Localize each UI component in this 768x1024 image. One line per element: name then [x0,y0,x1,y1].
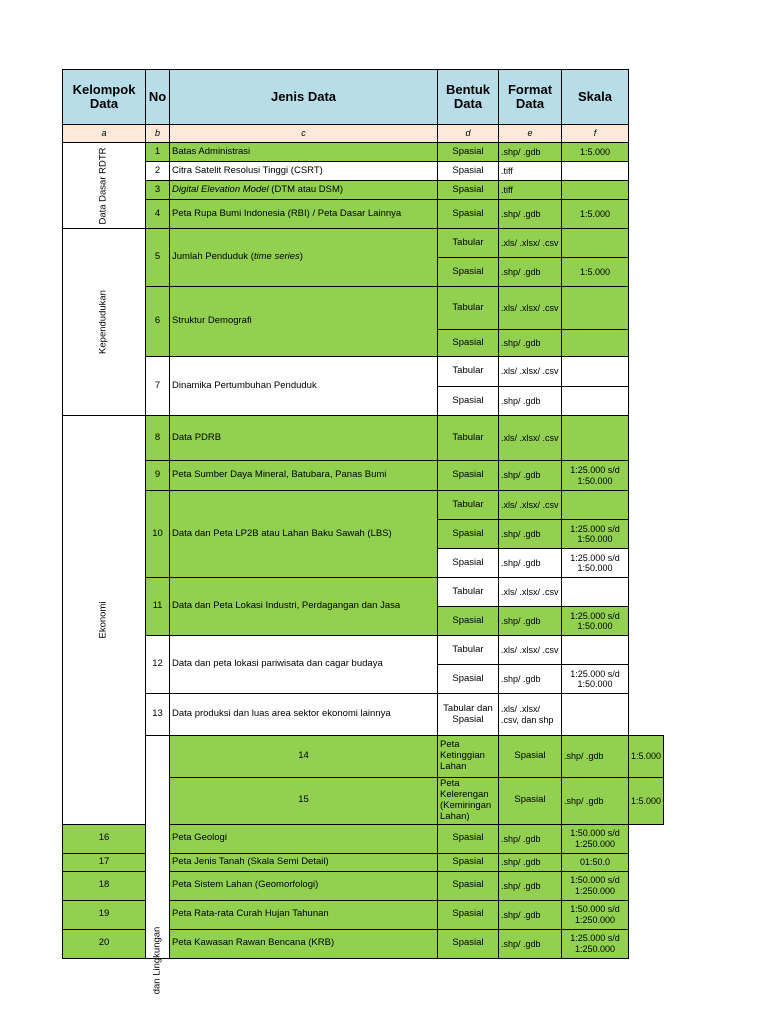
bentuk-data: Spasial [438,549,499,578]
format-data: .shp/ .gdb [562,736,629,778]
group-label: Ekonomi [97,601,109,639]
table-row [63,357,664,387]
bentuk-data: Spasial [438,824,499,853]
format-data: .shp/ .gdb [499,607,562,636]
table-row [63,416,664,461]
row-number: 3 [146,181,170,200]
format-data: .shp/ .gdb [499,200,562,229]
group-label: Kependudukan [97,290,109,354]
jenis-data: Struktur Demografi [170,287,438,357]
bentuk-data: Tabular [438,416,499,461]
skala: 1:50.000 s/d 1:250.000 [562,900,629,929]
bentuk-data: Tabular [438,491,499,520]
row-number: 9 [146,461,170,491]
format-data: .xls/ .xlsx/ .csv [499,578,562,607]
bentuk-data: Spasial [499,778,562,825]
skala [562,694,629,736]
jenis-data: Peta Kawasan Rawan Bencana (KRB) [170,929,438,958]
bentuk-data: Spasial [438,200,499,229]
row-number: 8 [146,416,170,461]
skala: 1:25.000 s/d 1:50.000 [562,665,629,694]
bentuk-data: Spasial [438,162,499,181]
jenis-data: Peta Geologi [170,824,438,853]
jenis-data-italic: Digital Elevation Model [172,183,269,195]
jenis-data: Peta Sistem Lahan (Geomorfologi) [170,871,438,900]
skala [562,491,629,520]
jenis-data: Peta Kelerengan (Kemiringan Lahan) [438,778,499,825]
row-number: 11 [146,578,170,636]
bentuk-data: Spasial [438,258,499,287]
header-bentuk: Bentuk Data [438,70,499,125]
bentuk-data: Spasial [438,853,499,871]
format-data: .xls/ .xlsx/ .csv [499,416,562,461]
row-number: 1 [146,143,170,162]
bentuk-data: Spasial [438,607,499,636]
format-data: .shp/ .gdb [499,461,562,491]
jenis-data-post: ) [299,251,303,263]
format-data: .shp/ .gdb [499,900,562,929]
header-jenis: Jenis Data [170,70,438,125]
format-data: .xls/ .xlsx/ .csv [499,229,562,258]
row-number: 14 [170,736,438,778]
table-row [63,461,664,491]
group-label: Data Dasar RDTR [97,146,109,225]
group-cell-ekonomi [63,416,146,825]
bentuk-data: Tabular [438,636,499,665]
bentuk-data: Spasial [438,900,499,929]
skala: 1:50.000 s/d 1:250.000 [562,871,629,900]
jenis-data: Data PDRB [170,416,438,461]
table-row [63,162,664,181]
row-number: 13 [146,694,170,736]
skala: 1:25.000 s/d 1:50.000 [562,461,629,491]
bentuk-data: Tabular [438,578,499,607]
jenis-data-italic: time series [253,251,300,263]
bentuk-data: Spasial [438,461,499,491]
row-number: 16 [63,824,146,853]
jenis-data: Peta Sumber Daya Mineral, Batubara, Panas Bumi [170,461,438,491]
format-data: .shp/ .gdb [562,778,629,825]
format-data: .xls/ .xlsx/ .csv [499,357,562,387]
data-table [62,69,664,995]
row-number: 12 [146,636,170,694]
letter-b: b [146,125,170,143]
row-number: 7 [146,357,170,416]
bentuk-data: Tabular [438,357,499,387]
skala [562,636,629,665]
jenis-data: Data dan Peta Lokasi Industri, Perdagangan dan Jasa [170,578,438,636]
table-row [63,229,664,258]
bentuk-data: Spasial [438,520,499,549]
jenis-data: Peta Jenis Tanah (Skala Semi Detail) [170,853,438,871]
bentuk-data: Spasial [438,665,499,694]
header-format: Format Data [499,70,562,125]
skala: 1:50.000 s/d 1:250.000 [562,824,629,853]
skala: 1:25.000 s/d 1:250.000 [562,929,629,958]
format-data: .shp/ .gdb [499,929,562,958]
bentuk-data: Tabular [438,229,499,258]
letter-e: e [499,125,562,143]
letter-c: c [170,125,438,143]
bentuk-data: Tabular dan Spasial [438,694,499,736]
format-data: .shp/ .gdb [499,853,562,871]
table-row [63,143,664,162]
table-row [63,491,664,520]
jenis-data-rest: (DTM atau DSM) [268,183,344,195]
skala [562,287,629,330]
skala: 1:25.000 s/d 1:50.000 [562,520,629,549]
skala: 01:50.0 [562,853,629,871]
jenis-data: Peta Ketinggian Lahan [438,736,499,778]
jenis-data: Data dan peta lokasi pariwisata dan cagar budaya [170,636,438,694]
header-no: No [146,70,170,125]
format-data: .shp/ .gdb [499,143,562,162]
skala [562,357,629,387]
row-number: 6 [146,287,170,357]
table-row [63,736,664,778]
jenis-data: Data produksi dan luas area sektor ekonomi lainnya [170,694,438,736]
group-cell-lingkungan [146,736,170,995]
table-row [63,636,664,665]
column-letter-row [63,125,664,143]
jenis-data: Batas Administrasi [170,143,438,162]
skala [562,416,629,461]
letter-d: d [438,125,499,143]
jenis-data [170,229,438,287]
table-row [63,287,664,330]
letter-f: f [562,125,629,143]
table-row [63,181,664,200]
jenis-data: Data dan Peta LP2B atau Lahan Baku Sawah (LBS) [170,491,438,578]
row-number: 4 [146,200,170,229]
row-number: 17 [63,853,146,871]
row-number: 18 [63,871,146,900]
format-data: .shp/ .gdb [499,387,562,416]
jenis-data-pre: Jumlah Penduduk ( [172,251,254,263]
bentuk-data: Tabular [438,287,499,330]
row-number: 20 [63,929,146,958]
format-data: .shp/ .gdb [499,258,562,287]
skala: 1:5.000 [629,736,664,778]
jenis-data: Peta Rupa Bumi Indonesia (RBI) / Peta Dasar Lainnya [170,200,438,229]
format-data: .xls/ .xlsx/ .csv [499,287,562,330]
bentuk-data: Spasial [438,181,499,200]
skala: 1:25.000 s/d 1:50.000 [562,549,629,578]
jenis-data: Dinamika Pertumbuhan Penduduk [170,357,438,416]
bentuk-data: Spasial [499,736,562,778]
skala [562,181,629,200]
row-number: 5 [146,229,170,287]
row-number: 15 [170,778,438,825]
jenis-data: Citra Satelit Resolusi Tinggi (CSRT) [170,162,438,181]
skala: 1:5.000 [629,778,664,825]
row-number: 19 [63,900,146,929]
format-data: .tiff [499,162,562,181]
format-data: .shp/ .gdb [499,330,562,357]
header-kelompok: Kelompok Data [63,70,146,125]
header-skala: Skala [562,70,629,125]
group-cell-data-dasar [63,143,146,229]
format-data: .shp/ .gdb [499,824,562,853]
jenis-data [170,181,438,200]
skala: 1:5.000 [562,200,629,229]
skala: 1:25.000 s/d 1:50.000 [562,607,629,636]
skala [562,387,629,416]
format-data: .shp/ .gdb [499,520,562,549]
row-number: 10 [146,491,170,578]
skala [562,578,629,607]
skala [562,229,629,258]
skala: 1:5.000 [562,143,629,162]
skala: 1:5.000 [562,258,629,287]
bentuk-data: Spasial [438,330,499,357]
bentuk-data: Spasial [438,929,499,958]
table-row [63,694,664,736]
table-row [63,200,664,229]
group-label: dan Lingkungan [151,926,163,995]
format-data: .shp/ .gdb [499,871,562,900]
row-number: 2 [146,162,170,181]
format-data: .xls/ .xlsx/ .csv [499,491,562,520]
bentuk-data: Spasial [438,143,499,162]
format-data: .tiff [499,181,562,200]
table-row [63,578,664,607]
group-cell-kependudukan [63,229,146,416]
skala [562,162,629,181]
format-data: .shp/ .gdb [499,549,562,578]
bentuk-data: Spasial [438,387,499,416]
bentuk-data: Spasial [438,871,499,900]
header-row [63,70,664,125]
letter-a: a [63,125,146,143]
jenis-data: Peta Rata-rata Curah Hujan Tahunan [170,900,438,929]
format-data: .shp/ .gdb [499,665,562,694]
format-data: .xls/ .xlsx/ .csv, dan shp [499,694,562,736]
skala [562,330,629,357]
format-data: .xls/ .xlsx/ .csv [499,636,562,665]
